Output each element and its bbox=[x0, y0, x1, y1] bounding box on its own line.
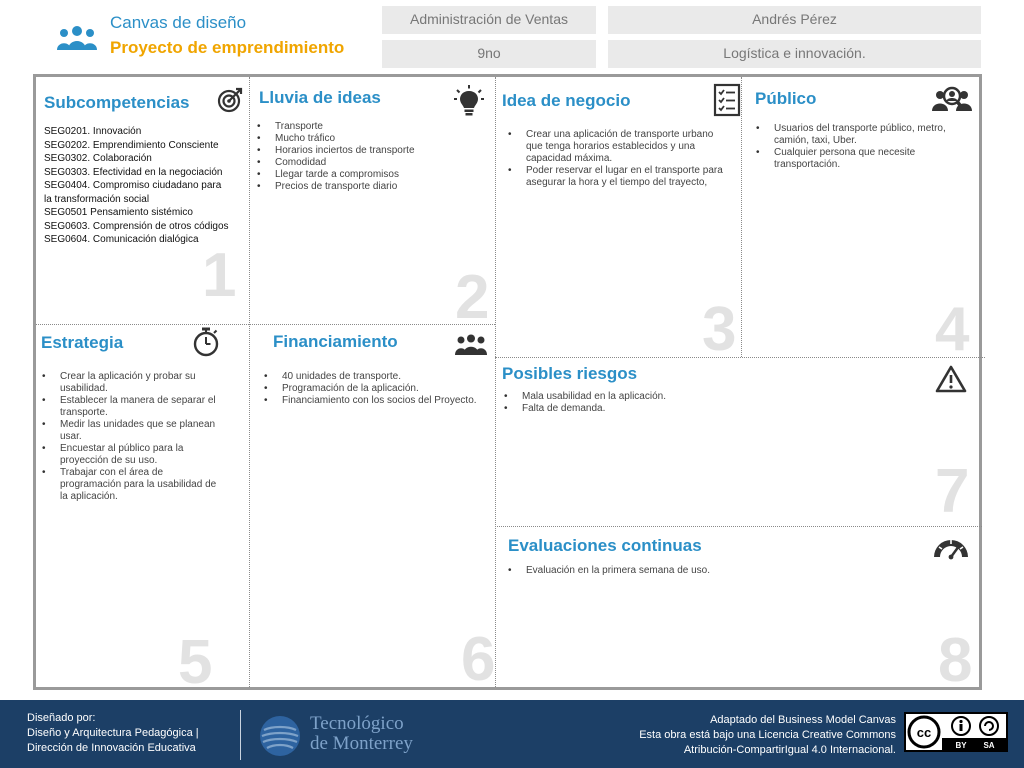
list-item: • Trabajar con el área de programación para la usabilidad de la aplicación. bbox=[40, 467, 218, 503]
tec-logo-text: Tecnológico de Monterrey bbox=[310, 713, 413, 754]
section-number-6: 6 bbox=[461, 625, 496, 694]
design-canvas bbox=[33, 74, 982, 697]
list-item: • Usuarios del transporte público, metro, camión, taxi, Uber. bbox=[754, 123, 976, 147]
list-item: SEG0302. Colaboración bbox=[44, 153, 152, 164]
semester-box: 9no bbox=[382, 40, 596, 68]
list-item: • Precios de transporte diario bbox=[255, 181, 485, 193]
section-number-2: 2 bbox=[455, 263, 490, 332]
subcompetencias-list bbox=[44, 125, 234, 247]
section-number-5: 5 bbox=[178, 628, 213, 697]
checklist-icon bbox=[713, 83, 741, 117]
list-item: SEG0202. Emprendimiento Consciente bbox=[44, 139, 219, 151]
cc-sa-label: SA bbox=[983, 741, 995, 750]
riesgos-list bbox=[502, 391, 922, 415]
svg-text:cc: cc bbox=[916, 725, 932, 740]
list-item: la transformación social bbox=[44, 193, 150, 205]
warning-icon bbox=[935, 365, 967, 393]
page-title: Canvas de diseño bbox=[110, 13, 247, 32]
list-item: • Comodidad bbox=[255, 157, 485, 169]
list-item: • Medir las unidades que se planean usar. bbox=[40, 419, 218, 443]
page-subtitle: Proyecto de emprendimiento bbox=[110, 38, 345, 57]
footer-license: Adaptado del Business Model Canvas Esta obra está bajo una Licencia Creative Commons Atribución-CompartirIgual 4.0 Internacional. bbox=[639, 714, 896, 756]
financiamiento-list bbox=[262, 371, 486, 407]
group-icon bbox=[454, 333, 488, 357]
gauge-icon bbox=[932, 535, 970, 561]
list-item: • Cualquier persona que necesite transportación. bbox=[754, 147, 976, 171]
list-item: • Mala usabilidad en la aplicación. bbox=[502, 391, 922, 403]
publico-list bbox=[754, 123, 976, 171]
evaluaciones-list bbox=[506, 565, 926, 577]
riesgos-title: Posibles riesgos bbox=[502, 364, 638, 383]
section-number-4: 4 bbox=[935, 295, 970, 364]
evaluaciones-title: Evaluaciones continuas bbox=[508, 536, 702, 555]
lluvia-list bbox=[255, 121, 485, 193]
list-item: • Encuestar al público para la proyección de su uso. bbox=[40, 443, 218, 467]
list-item: SEG0404. Compromiso ciudadano para bbox=[44, 180, 222, 191]
footer-divider bbox=[240, 710, 241, 760]
footer-credits: Diseñado por: Diseño y Arquitectura Pedagógica | Dirección de Innovación Educativa bbox=[27, 712, 199, 754]
course-box: Administración de Ventas bbox=[382, 6, 596, 34]
tec-logo bbox=[258, 714, 302, 758]
subcompetencias-title: Subcompetencias bbox=[44, 93, 190, 112]
estrategia-title: Estrategia bbox=[41, 333, 124, 352]
list-item: • Horarios inciertos de transporte bbox=[255, 145, 485, 157]
target-icon bbox=[217, 87, 243, 113]
lightbulb-icon bbox=[454, 85, 484, 117]
section-number-8: 8 bbox=[938, 626, 973, 695]
author-box: Andrés Pérez bbox=[608, 6, 981, 34]
financiamiento-title: Financiamiento bbox=[273, 332, 398, 351]
cc-by-label: BY bbox=[955, 741, 967, 750]
list-item: • Evaluación en la primera semana de uso. bbox=[506, 565, 926, 577]
list-item: SEG0603. Comprensión de otros códigos bbox=[44, 220, 229, 232]
list-item: • Establecer la manera de separar el transporte. bbox=[40, 395, 218, 419]
list-item: • Financiamiento con los socios del Proyecto. bbox=[262, 395, 486, 407]
team-icon bbox=[56, 24, 98, 52]
list-item: • Mucho tráfico bbox=[255, 133, 485, 145]
section-number-7: 7 bbox=[935, 457, 970, 526]
list-item: • Crear una aplicación de transporte urbano que tenga horarios establecidos y una capacidad máxima. bbox=[506, 129, 732, 165]
list-item: • 40 unidades de transporte. bbox=[262, 371, 486, 383]
list-item: SEG0604. Comunicación dialógica bbox=[44, 234, 199, 245]
lluvia-title: Lluvia de ideas bbox=[259, 88, 381, 107]
stopwatch-icon bbox=[192, 327, 220, 357]
publico-title: Público bbox=[755, 89, 817, 108]
list-item: • Falta de demanda. bbox=[502, 403, 922, 415]
list-item: • Crear la aplicación y probar su usabilidad. bbox=[40, 371, 218, 395]
estrategia-list bbox=[40, 371, 218, 503]
audience-icon bbox=[932, 84, 972, 116]
list-item: SEG0201. Innovación bbox=[44, 126, 142, 137]
idea-list bbox=[506, 129, 732, 189]
list-item: • Llegar tarde a compromisos bbox=[255, 169, 485, 181]
list-item: • Programación de la aplicación. bbox=[262, 383, 486, 395]
list-item: SEG0501 Pensamiento sistémico bbox=[44, 207, 193, 218]
list-item: SEG0303. Efectividad en la negociación bbox=[44, 166, 223, 178]
area-box: Logística e innovación. bbox=[608, 40, 981, 68]
footer bbox=[0, 700, 1024, 768]
section-number-1: 1 bbox=[202, 241, 237, 310]
creative-commons-badge[interactable] bbox=[904, 712, 1008, 752]
idea-title: Idea de negocio bbox=[502, 91, 631, 110]
section-number-3: 3 bbox=[702, 295, 737, 364]
list-item: • Transporte bbox=[255, 121, 485, 133]
list-item: • Poder reservar el lugar en el transporte para asegurar la hora y el tiempo del trayecto, bbox=[506, 165, 732, 189]
